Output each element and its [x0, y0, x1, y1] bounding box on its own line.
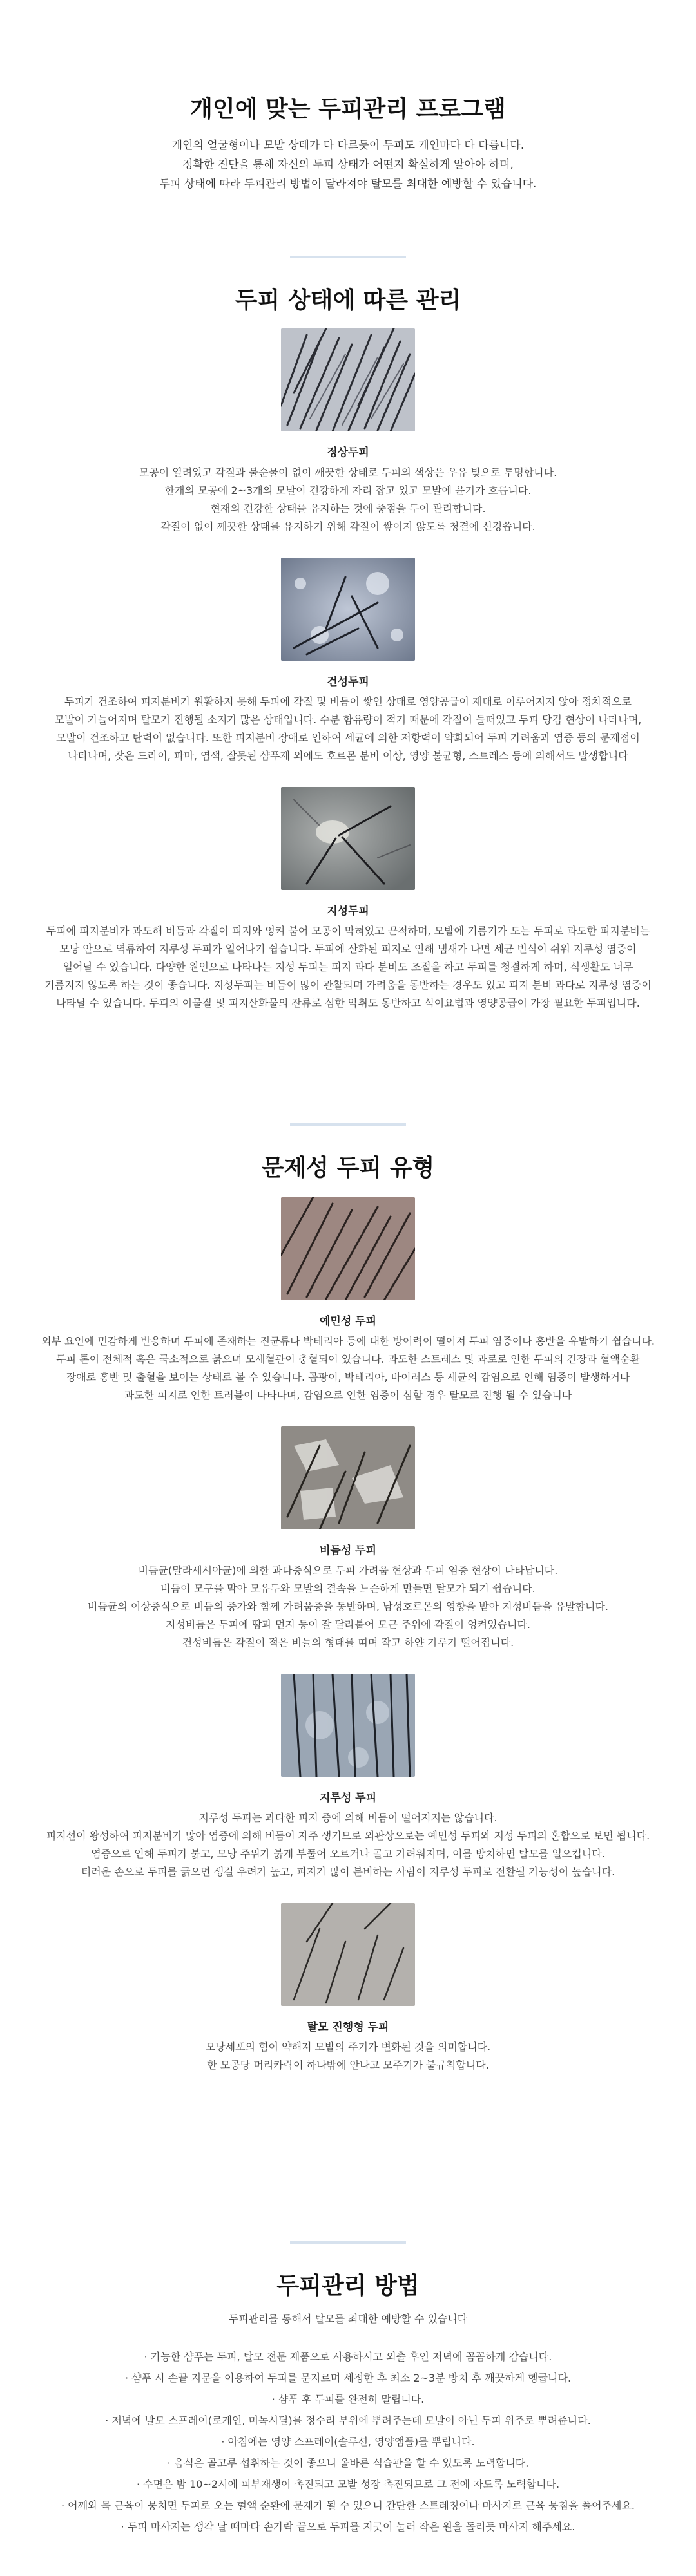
program-section	[0, 95, 696, 194]
desc-line: 지루성 두피는 과다한 피지 증에 의해 비듬이 떨어지지는 않습니다.	[198, 1812, 498, 1824]
desc-line: 일어날 수 있습니다. 다양한 원인으로 나타나는 지성 두피는 피지 과다 분비도 조절을 하고 두피를 청결하게 하며, 식생활도 너무	[63, 961, 633, 974]
condition-section	[0, 256, 696, 1012]
scalp-type-name: 예민성 두피	[319, 1315, 377, 1329]
care-tip: · 아침에는 영양 스프레이(솔루션, 영양앰플)를 뿌립니다.	[221, 2436, 475, 2448]
method-intro: 두피관리를 통해서 탈모를 최대한 예방할 수 있습니다	[228, 2313, 468, 2325]
scalp-item-normal	[0, 328, 696, 536]
care-tip: · 두피 마사지는 생각 날 때마다 손가락 끝으로 두피를 지긋이 눌러 작은 원을 돌리듯 마사지 해주세요.	[121, 2521, 575, 2533]
program-title: 개인에 맞는 두피관리 프로그램	[190, 96, 506, 122]
section-divider	[290, 2241, 406, 2244]
scalp-type-desc	[0, 464, 696, 536]
scalp-item-oily	[0, 787, 696, 1012]
desc-line: 과도한 피지로 인한 트러블이 나타나며, 감염으로 인한 염증이 심할 경우 탈모로 진행 될 수 있습니다	[124, 1389, 572, 1402]
method-title: 두피관리 방법	[276, 2273, 420, 2299]
scalp-item-sensitive	[0, 1197, 696, 1405]
program-line: 정확한 진단을 통해 자신의 두피 상태가 어떤지 확실하게 알아야 하며,	[182, 158, 514, 172]
desc-line: 한개의 모공에 2~3개의 모발이 건강하게 자리 잡고 있고 모발에 윤기가 흐릅니다.	[164, 484, 532, 497]
desc-line: 두피가 건조하여 피지분비가 원활하지 못해 두피에 각질 및 비듬이 쌓인 상태로 영양공급이 제대로 이루어지지 않아 정차적으로	[64, 696, 632, 708]
dry-scalp-photo	[281, 558, 415, 661]
care-tip: · 음식은 골고루 섭취하는 것이 좋으니 올바른 식습관을 할 수 있도록 노력합니다.	[167, 2457, 529, 2470]
scalp-type-name: 건성두피	[327, 676, 369, 689]
desc-line: 모발이 건조하고 탄력이 없습니다. 또한 피지분비 장애로 인하여 세균에 의한 저항력이 약화되어 두피 가려움과 염증 등의 문제점이	[56, 732, 640, 744]
scalp-type-desc	[0, 693, 696, 765]
seborrheic-scalp-photo	[281, 1674, 415, 1777]
hair-loss-scalp-photo	[281, 1903, 415, 2006]
scalp-item-dandruff	[0, 1426, 696, 1652]
care-tip: · 샴푸 후 두피를 완전히 말립니다.	[271, 2393, 425, 2406]
scalp-type-desc	[0, 922, 696, 1012]
normal-scalp-photo	[281, 328, 415, 431]
sensitive-scalp-photo	[281, 1197, 415, 1300]
desc-line: 모발이 가늘어지며 탈모가 진행될 소지가 많은 상태입니다. 수분 함유량이 적기 때문에 각질이 들떠있고 두피 당김 현상이 나타나며,	[54, 714, 642, 726]
care-tip: · 어깨와 목 근육이 뭉치면 두피로 오는 혈액 순환에 문제가 될 수 있으니 간단한 스트레칭이나 마사지로 근육 뭉침을 풀어주세요.	[61, 2499, 635, 2512]
desc-line: 비듬이 모구를 막아 모유두와 모발의 결속을 느슨하게 만들면 탈모가 되기 쉽습니다.	[160, 1582, 536, 1595]
scalp-type-name: 지루성 두피	[319, 1792, 377, 1805]
scalp-type-name: 탈모 진행형 두피	[307, 2021, 389, 2034]
desc-line: 현재의 건강한 상태를 유지하는 것에 중점을 두어 관리합니다.	[210, 502, 486, 515]
desc-line: 모낭세포의 힘이 약해져 모발의 주기가 변화된 것을 의미합니다.	[205, 2041, 491, 2054]
desc-line: 한 모공당 머리카락이 하나밖에 안나고 모주기가 불규칙합니다.	[207, 2059, 489, 2072]
scalp-type-desc	[0, 1332, 696, 1405]
care-tips-list	[0, 2346, 696, 2537]
scalp-type-name: 지성두피	[327, 905, 369, 918]
method-section	[0, 2241, 696, 2537]
desc-line: 두피 톤이 전체적 혹은 국소적으로 붉으며 모세혈관이 충혈되어 있습니다. 과도한 스트레스 및 과로로 인한 두피의 긴장과 혈액순환	[56, 1353, 640, 1366]
scalp-type-name: 비듬성 두피	[319, 1544, 377, 1558]
desc-line: 피지선이 왕성하여 피지분비가 많아 염증에 의해 비듬이 자주 생기므로 외관상으로는 예민성 두피와 지성 두피의 혼합으로 보면 됩니다.	[46, 1830, 650, 1842]
scalp-type-desc	[0, 1562, 696, 1652]
program-line: 개인의 얼굴형이나 모발 상태가 다 다르듯이 두피도 개인마다 다 다릅니다.	[171, 139, 525, 153]
desc-line: 모낭 안으로 역류하여 지루성 두피가 일어나기 쉽습니다. 두피에 산화된 피지로 인해 냄새가 나면 세균 번식이 쉬워 지루성 염증이	[59, 943, 637, 956]
desc-line: 각질이 없이 깨끗한 상태를 유지하기 위해 각질이 쌓이지 않도록 청결에 신경씁니다.	[160, 520, 536, 533]
section-divider	[290, 1123, 406, 1126]
problem-title: 문제성 두피 유형	[261, 1155, 435, 1181]
desc-line: 염증으로 인해 두피가 붉고, 모낭 주위가 붉게 부풀어 오르거나 골고 가려워지며, 이를 방치하면 탈모를 일으킵니다.	[91, 1848, 605, 1861]
program-line: 두피 상태에 따라 두피관리 방법이 달라져야 탈모를 최대한 예방할 수 있습니다.	[159, 178, 537, 191]
section-divider	[290, 256, 406, 258]
desc-line: 비듬균(말라세시아균)에 의한 과다증식으로 두피 가려움 현상과 두피 염증 현상이 나타납니다.	[138, 1564, 558, 1577]
program-intro	[0, 136, 696, 194]
care-tip: · 샴푸 시 손끝 지문을 이용하여 두피를 문지르며 세정한 후 최소 2~3분 방치 후 깨끗하게 헹굽니다.	[124, 2372, 572, 2385]
desc-line: 나타나며, 잦은 드라이, 파마, 염색, 잘못된 샴푸제 외에도 호르몬 분비 이상, 영양 불균형, 스트레스 등에 의해서도 발생합니다	[68, 750, 628, 762]
desc-line: 지성비듬은 두피에 땀과 먼지 등이 잘 달라붙어 모근 주위에 각질이 엉켜있습니다.	[166, 1618, 530, 1631]
desc-line: 나타날 수 있습니다. 두피의 이물질 및 피지산화물의 잔류로 심한 악취도 동반하고 식이요법과 영양공급이 가장 필요한 두피입니다.	[56, 997, 640, 1010]
problem-section	[0, 1123, 696, 2074]
desc-line: 건성비듬은 각질이 적은 비늘의 형태를 띠며 작고 하얀 가루가 떨어집니다.	[182, 1636, 514, 1649]
desc-line: 두피에 피지분비가 과도해 비듬과 각질이 피지와 엉켜 붙어 모공이 막혀있고 끈적하며, 모발에 기름기가 도는 두피로 과도한 피지분비는	[46, 925, 650, 938]
condition-title: 두피 상태에 따른 관리	[235, 287, 461, 314]
desc-line: 장애로 홍반 및 출혈을 보이는 상태로 볼 수 있습니다. 곰팡이, 박테리아, 바이러스 등 세균의 감염으로 인해 염증이 발생하거나	[66, 1371, 630, 1384]
care-tip: · 수면은 밤 10~2시에 피부재생이 촉진되고 모발 성장 촉진되므로 그 전에 자도록 노력합니다.	[136, 2478, 560, 2491]
scalp-type-name: 정상두피	[327, 446, 369, 460]
scalp-item-dry	[0, 558, 696, 765]
desc-line: 비듬균의 이상증식으로 비듬의 증가와 함께 가려움증을 동반하며, 남성호르몬의 영향을 받아 지성비듬을 유발합니다.	[87, 1600, 608, 1613]
care-tip: · 가능한 샴푸는 두피, 탈모 전문 제품으로 사용하시고 외출 후인 저녁에 꼼꼼하게 감습니다.	[144, 2351, 552, 2363]
oily-scalp-photo	[281, 787, 415, 890]
scalp-item-seborrheic	[0, 1674, 696, 1881]
desc-line: 티러운 손으로 두피를 긁으면 생길 우려가 높고, 피지가 많이 분비하는 사람이 지루성 두피로 전환될 가능성이 높습니다.	[81, 1866, 615, 1879]
scalp-item-hair-loss	[0, 1903, 696, 2074]
desc-line: 기름지지 않도록 하는 것이 좋습니다. 지성두피는 비듬이 많이 관찰되며 가려움을 동반하는 경우도 있고 피지 분비 과다로 지루성 염증이	[44, 979, 652, 992]
scalp-type-desc	[0, 1809, 696, 1881]
dandruff-scalp-photo	[281, 1426, 415, 1530]
desc-line: 외부 요인에 민감하게 반응하며 두피에 존재하는 진균류나 박테리아 등에 대한 방어력이 떨어져 두피 염증이나 홍반을 유발하기 쉽습니다.	[41, 1335, 655, 1348]
scalp-type-desc	[0, 2038, 696, 2074]
care-tip: · 저녁에 발모 스프레이(로게인, 미녹시딜)를 정수리 부위에 뿌려주는데 모발이 아닌 두피 위주로 뿌려줍니다.	[105, 2414, 591, 2427]
desc-line: 모공이 열려있고 각질과 불순물이 없이 깨끗한 상태로 두피의 색상은 우유 빛으로 투명합니다.	[139, 466, 557, 479]
